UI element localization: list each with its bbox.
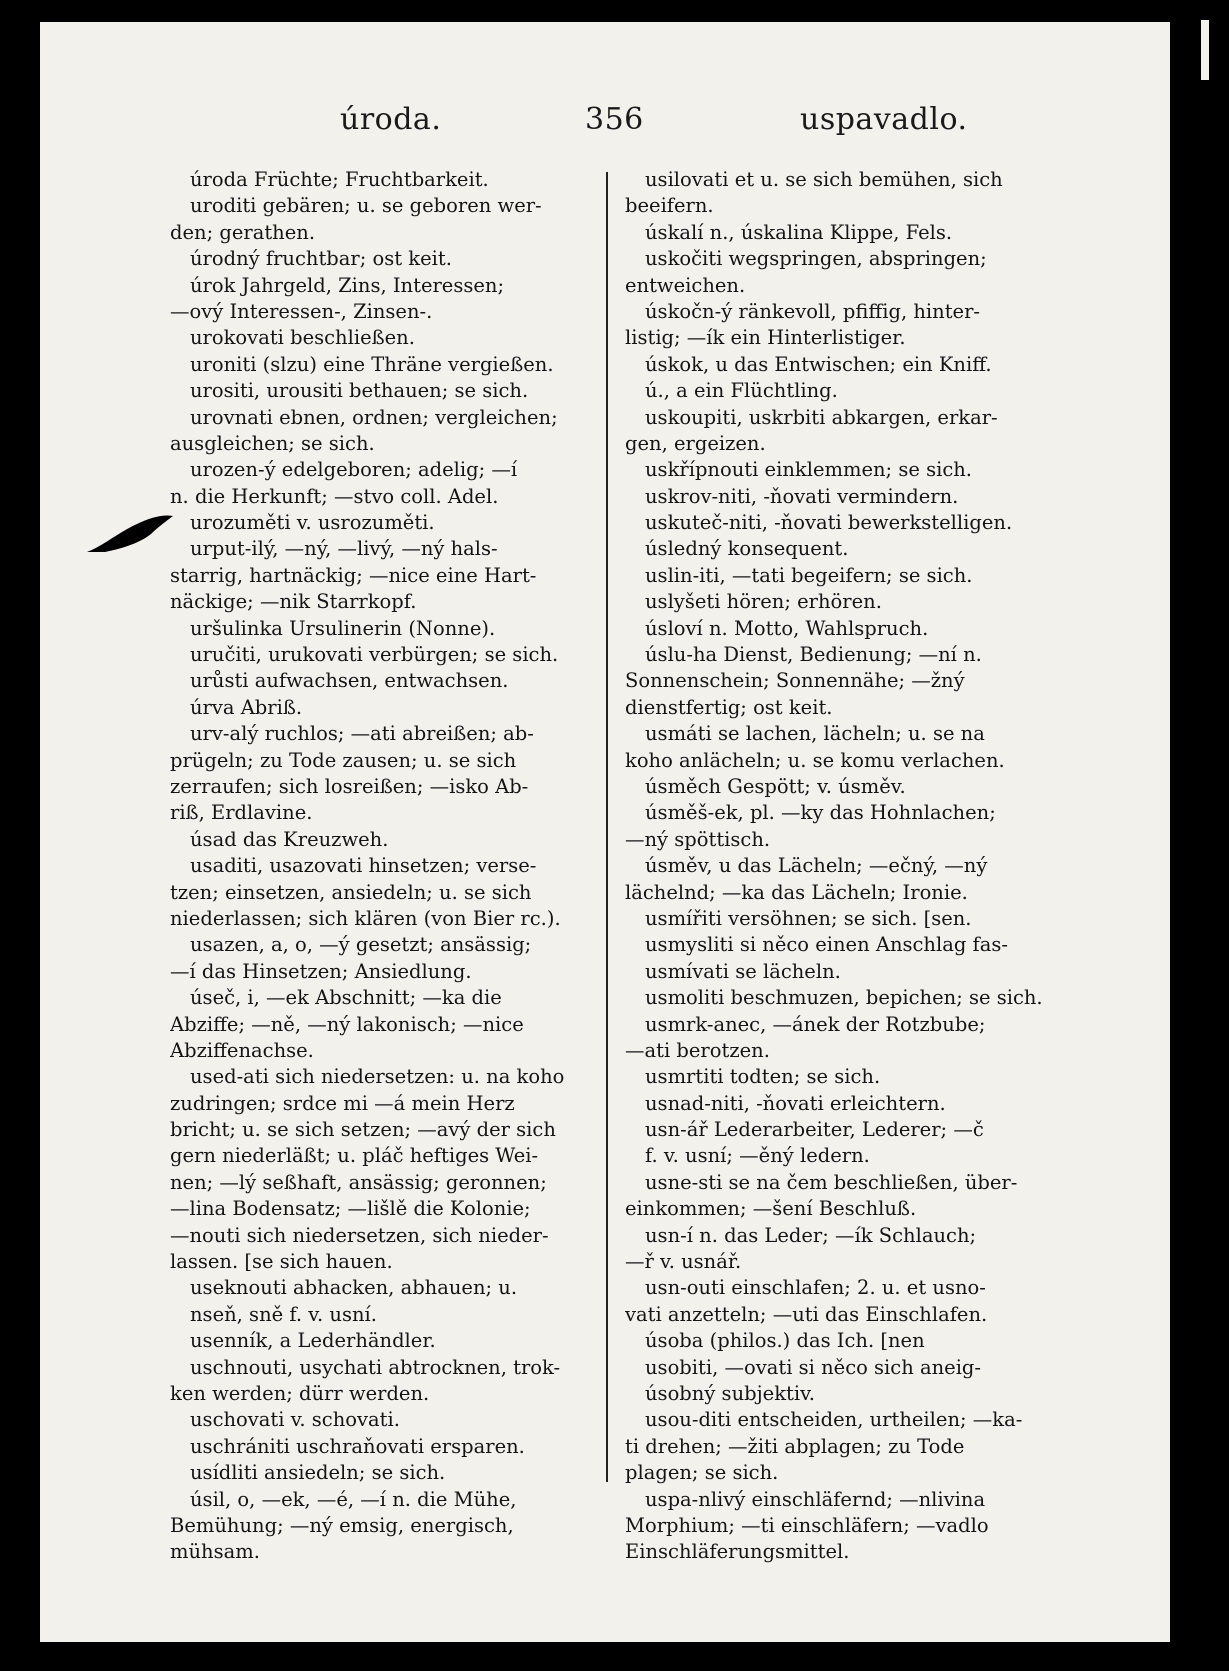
dictionary-line: úskok, u das Entwischen; ein Kniff. bbox=[645, 352, 992, 376]
dictionary-line: —í das Hinsetzen; Ansiedlung. bbox=[170, 959, 472, 983]
dictionary-line: f. v. usní; —ěný ledern. bbox=[645, 1144, 870, 1168]
dictionary-line: úseč, i, —ek Abschnitt; —ka die bbox=[190, 986, 502, 1010]
dictionary-line: n. die Herkunft; —stvo coll. Adel. bbox=[170, 484, 499, 508]
dictionary-line: prügeln; zu Tode zausen; u. se sich bbox=[170, 748, 517, 772]
dictionary-page bbox=[40, 22, 1170, 1642]
dictionary-line: uschovati v. schovati. bbox=[190, 1408, 400, 1432]
dictionary-line: usmrtiti todten; se sich. bbox=[645, 1065, 881, 1089]
dictionary-line: úrok Jahrgeld, Zins, Interessen; bbox=[190, 273, 505, 297]
page-edge-shadow bbox=[1189, 0, 1229, 1671]
dictionary-line: uskočiti wegspringen, abspringen; bbox=[645, 247, 987, 271]
dictionary-line: tzen; einsetzen, ansiedeln; u. se sich bbox=[170, 880, 532, 904]
dictionary-line: uskřípnouti einklemmen; se sich. bbox=[645, 458, 972, 482]
dictionary-line: úskočn-ý ränkevoll, pfiffig, hinter- bbox=[645, 299, 980, 323]
dictionary-line: uroditi gebären; u. se geboren wer- bbox=[190, 194, 542, 218]
dictionary-line: úrva Abriß. bbox=[190, 695, 303, 719]
dictionary-line: úsobný subjektiv. bbox=[645, 1381, 815, 1405]
dictionary-line: úroda Früchte; Fruchtbarkeit. bbox=[190, 168, 489, 191]
page-number: 356 bbox=[585, 102, 644, 137]
dictionary-line: usn-outi einschlafen; 2. u. et usno- bbox=[645, 1276, 986, 1300]
dictionary-line: úsoba (philos.) das Ich. [nen bbox=[645, 1329, 925, 1353]
dictionary-line: usilovati et u. se sich bemühen, sich bbox=[645, 168, 1003, 191]
dictionary-line: starrig, hartnäckig; —nice eine Hart- bbox=[170, 563, 537, 587]
header-last-word: uspavadlo. bbox=[800, 102, 968, 137]
dictionary-line: vati anzetteln; —uti das Einschlafen. bbox=[625, 1302, 988, 1326]
dictionary-line: dienstfertig; ost keit. bbox=[625, 695, 833, 719]
dictionary-line: koho anlächeln; u. se komu verlachen. bbox=[625, 748, 1005, 772]
dictionary-line: uskrov-niti, -ňovati vermindern. bbox=[645, 484, 959, 508]
dictionary-line: urokovati beschließen. bbox=[190, 326, 415, 350]
dictionary-line: usmířiti versöhnen; se sich. [sen. bbox=[645, 906, 972, 930]
dictionary-line: úsil, o, —ek, —é, —í n. die Mühe, bbox=[190, 1487, 517, 1511]
dictionary-line: —ř v. usnář. bbox=[625, 1250, 742, 1274]
dictionary-line: usazen, a, o, —ý gesetzt; ansässig; bbox=[190, 933, 532, 957]
dictionary-line: usou-diti entscheiden, urtheilen; —ka- bbox=[645, 1408, 1023, 1432]
dictionary-line: uskoupiti, uskrbiti abkargen, erkar- bbox=[645, 405, 998, 429]
dictionary-line: lassen. [se sich hauen. bbox=[170, 1250, 393, 1274]
dictionary-line: näckige; —nik Starrkopf. bbox=[170, 590, 417, 614]
dictionary-line: Morphium; —ti einschläfern; —vadlo bbox=[625, 1513, 989, 1537]
dictionary-line: urovnati ebnen, ordnen; vergleichen; bbox=[190, 405, 558, 429]
dictionary-line: úskalí n., úskalina Klippe, Fels. bbox=[645, 220, 953, 244]
dictionary-line: usmívati se lächeln. bbox=[645, 959, 841, 983]
left-column bbox=[170, 167, 595, 1566]
dictionary-line: ausgleichen; se sich. bbox=[170, 431, 375, 455]
column-divider bbox=[606, 172, 608, 1482]
dictionary-line: usmysliti si něco einen Anschlag fas- bbox=[645, 933, 1008, 957]
dictionary-line: uschrániti uschraňovati ersparen. bbox=[190, 1434, 525, 1458]
dictionary-line: úsledný konsequent. bbox=[645, 537, 849, 561]
dictionary-line: urput-ilý, —ný, —livý, —ný hals- bbox=[190, 537, 498, 561]
dictionary-line: urozuměti v. usrozuměti. bbox=[190, 511, 435, 535]
dictionary-line: usaditi, usazovati hinsetzen; verse- bbox=[190, 854, 537, 878]
dictionary-line: usenník, a Lederhändler. bbox=[190, 1329, 436, 1353]
dictionary-line: —ati berotzen. bbox=[625, 1038, 770, 1062]
dictionary-line: urozen-ý edelgeboren; adelig; —í bbox=[190, 458, 518, 482]
dictionary-line: bricht; u. se sich setzen; —avý der sich bbox=[170, 1118, 556, 1142]
dictionary-line: ken werden; dürr werden. bbox=[170, 1381, 430, 1405]
dictionary-line: —lina Bodensatz; —lišlě die Kolonie; bbox=[170, 1197, 531, 1221]
dictionary-line: urv-alý ruchlos; —ati abreißen; ab- bbox=[190, 722, 534, 746]
dictionary-line: uroniti (slzu) eine Thräne vergießen. bbox=[190, 352, 554, 376]
dictionary-line: listig; —ík ein Hinterlistiger. bbox=[625, 326, 906, 350]
dictionary-line: usn-í n. das Leder; —ík Schlauch; bbox=[645, 1223, 977, 1247]
dictionary-line: urositi, urousiti bethauen; se sich. bbox=[190, 379, 529, 403]
dictionary-line: Abziffe; —ně, —ný lakonisch; —nice bbox=[170, 1012, 524, 1036]
dictionary-line: úsměch Gespött; v. úsměv. bbox=[645, 774, 906, 798]
dictionary-line: uršulinka Ursulinerin (Nonne). bbox=[190, 616, 496, 640]
dictionary-line: úsad das Kreuzweh. bbox=[190, 827, 389, 851]
dictionary-line: usmoliti beschmuzen, bepichen; se sich. bbox=[645, 986, 1043, 1010]
dictionary-line: usne-sti se na čem beschließen, über- bbox=[645, 1170, 1018, 1194]
dictionary-line: entweichen. bbox=[625, 273, 746, 297]
dictionary-line: einkommen; —šení Beschluß. bbox=[625, 1197, 917, 1221]
dictionary-line: usobiti, —ovati si něco sich aneig- bbox=[645, 1355, 982, 1379]
dictionary-line: úsměš-ek, pl. —ky das Hohnlachen; bbox=[645, 801, 996, 825]
dictionary-line: uspa-nlivý einschläfernd; —nlivina bbox=[645, 1487, 986, 1511]
dictionary-line: úsměv, u das Lächeln; —ečný, —ný bbox=[645, 854, 988, 878]
dictionary-line: uskuteč-niti, -ňovati bewerkstelligen. bbox=[645, 511, 1013, 535]
dictionary-line: beeifern. bbox=[625, 194, 714, 218]
dictionary-line: usn-ář Lederarbeiter, Lederer; —č bbox=[645, 1118, 984, 1142]
dictionary-line: nen; —lý seßhaft, ansässig; geronnen; bbox=[170, 1170, 547, 1194]
running-header bbox=[40, 102, 1170, 152]
dictionary-line: usnad-niti, -ňovati erleichtern. bbox=[645, 1091, 946, 1115]
dictionary-line: uslyšeti hören; erhören. bbox=[645, 590, 882, 614]
dictionary-line: —ový Interessen-, Zinsen-. bbox=[170, 299, 433, 323]
dictionary-line: usmáti se lachen, lächeln; u. se na bbox=[645, 722, 985, 746]
dictionary-line: —nouti sich niedersetzen, sich nieder- bbox=[170, 1223, 549, 1247]
header-first-word: úroda. bbox=[340, 102, 442, 137]
dictionary-line: zerraufen; sich losreißen; —isko Ab- bbox=[170, 774, 529, 798]
dictionary-line: úsloví n. Motto, Wahlspruch. bbox=[645, 616, 929, 640]
dictionary-line: zudringen; srdce mi —á mein Herz bbox=[170, 1091, 515, 1115]
dictionary-line: mühsam. bbox=[170, 1540, 260, 1564]
ink-blot-mark bbox=[85, 512, 175, 556]
dictionary-line: Abziffenachse. bbox=[170, 1038, 314, 1062]
dictionary-line: lächelnd; —ka das Lächeln; Ironie. bbox=[625, 880, 968, 904]
dictionary-line: Bemühung; —ný emsig, energisch, bbox=[170, 1513, 514, 1537]
dictionary-line: usídliti ansiedeln; se sich. bbox=[190, 1461, 446, 1485]
dictionary-line: Einschläferungsmittel. bbox=[625, 1540, 850, 1564]
dictionary-line: úslu-ha Dienst, Bedienung; —ní n. bbox=[645, 643, 982, 667]
dictionary-line: gern niederläßt; u. pláč heftiges Wei- bbox=[170, 1144, 539, 1168]
dictionary-line: riß, Erdlavine. bbox=[170, 801, 313, 825]
dictionary-line: ti drehen; —žiti abplagen; zu Tode bbox=[625, 1434, 965, 1458]
right-column bbox=[625, 167, 1050, 1566]
dictionary-line: useknouti abhacken, abhauen; u. bbox=[190, 1276, 518, 1300]
dictionary-line: Sonnenschein; Sonnennähe; —žný bbox=[625, 669, 965, 693]
dictionary-line: usmrk-anec, —ánek der Rotzbube; bbox=[645, 1012, 986, 1036]
dictionary-line: gen, ergeizen. bbox=[625, 431, 766, 455]
dictionary-line: —ný spöttisch. bbox=[625, 827, 771, 851]
dictionary-line: niederlassen; sich klären (von Bier rc.). bbox=[170, 906, 561, 930]
dictionary-line: plagen; se sich. bbox=[625, 1461, 779, 1485]
dictionary-line: uschnouti, usychati abtrocknen, trok- bbox=[190, 1355, 561, 1379]
dictionary-line: urůsti aufwachsen, entwachsen. bbox=[190, 669, 509, 693]
dictionary-line: den; gerathen. bbox=[170, 220, 316, 244]
dictionary-line: uslin-iti, —tati begeifern; se sich. bbox=[645, 563, 973, 587]
dictionary-line: uručiti, urukovati verbürgen; se sich. bbox=[190, 643, 559, 667]
dictionary-line: used-ati sich niedersetzen: u. na koho bbox=[190, 1065, 565, 1089]
dictionary-line: úrodný fruchtbar; ost keit. bbox=[190, 247, 452, 271]
dictionary-line: ú., a ein Flüchtling. bbox=[645, 379, 838, 403]
dictionary-line: nseň, sně f. v. usní. bbox=[190, 1302, 377, 1326]
